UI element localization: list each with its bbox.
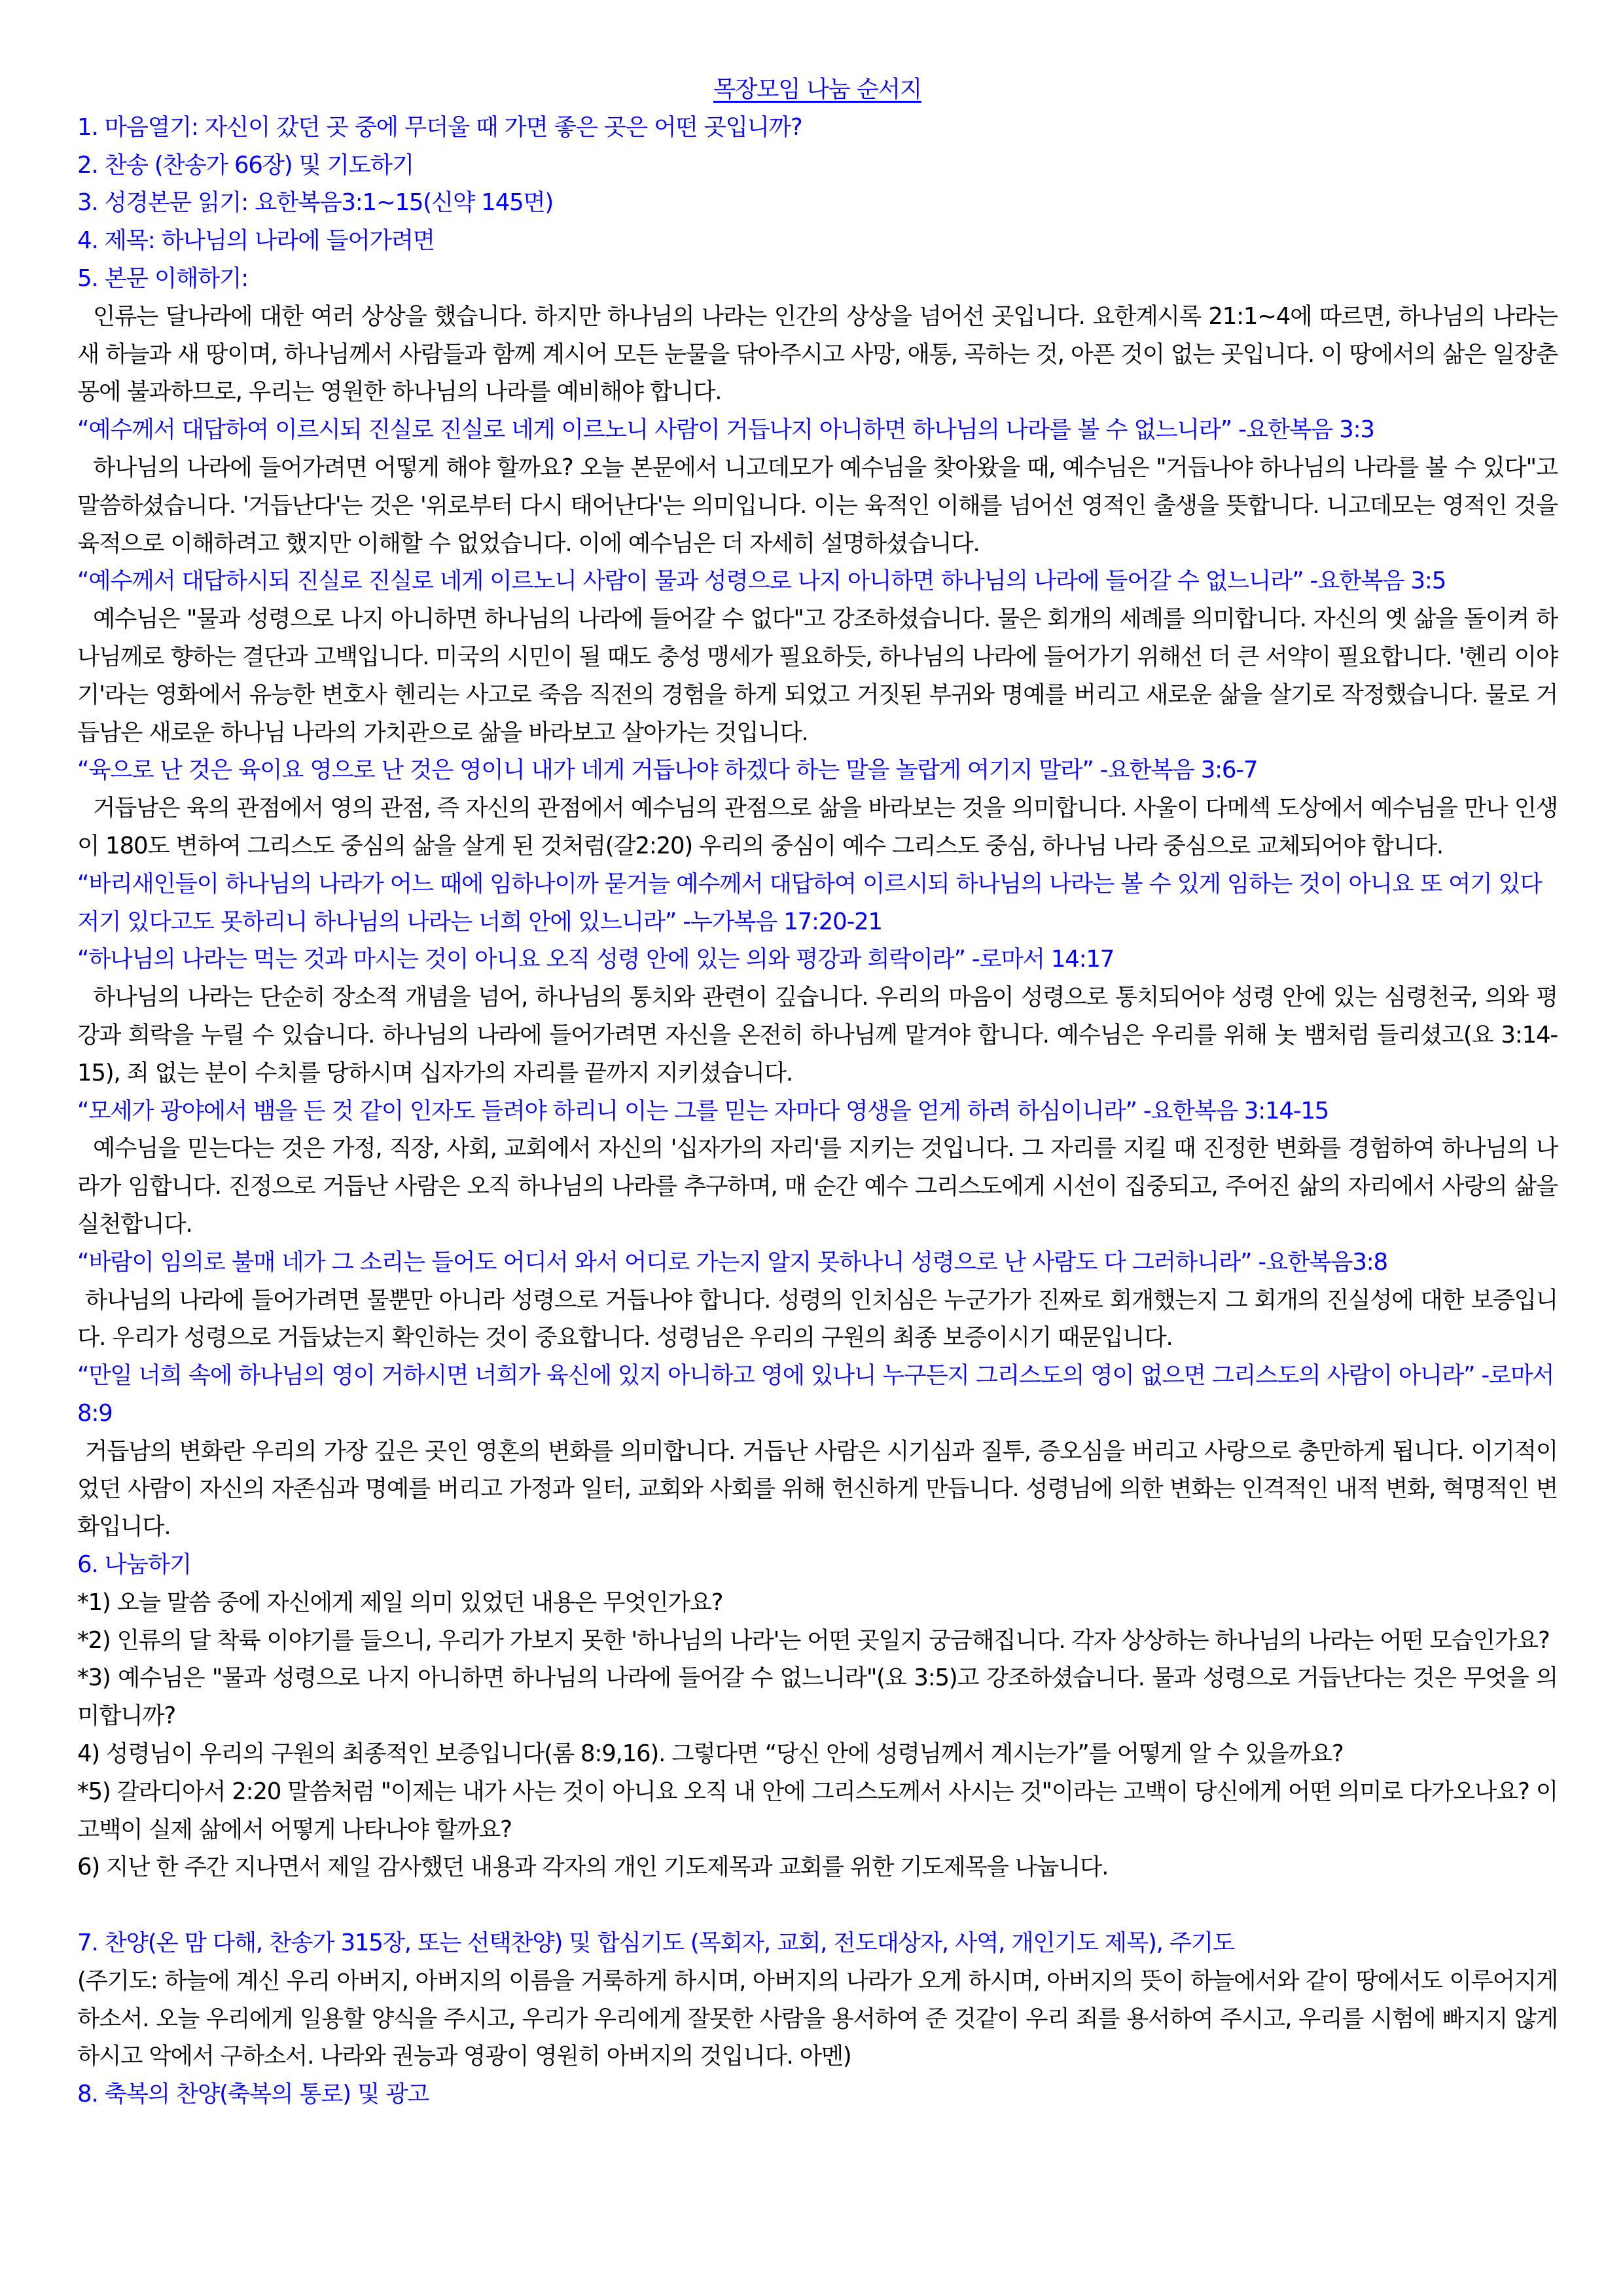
item-praise-prayer: 7. 찬양(온 맘 다해, 찬송가 315장, 또는 선택찬양) 및 합심기도 (목회자, 교회, 전도대상자, 사역, 개인기도 제목), 주기도 xyxy=(77,1929,1235,1957)
body-paragraph-2: 하나님의 나라에 들어가려면 어떻게 해야 할까요? 오늘 본문에서 니고데모가 예수님을 찾아왔을 때, 예수님은 "거듭나야 하나님의 나라를 볼 수 있다"고 말씀하셨습니다. '거듭난다'는 것은 '위로부터 다시 태어난다'는 의미입니다. 이는 육적인 이해를 넘어선 영적인 출생을 뜻합니다. 니고데모는 영적인 것을 육적으로 이해하려고 했지만 이해할 수 없었습니다. 이에 예수님은 더 자세히 설명하셨습니다. xyxy=(77,454,1558,557)
body-paragraph-1: 인류는 달나라에 대한 여러 상상을 했습니다. 하지만 하나님의 나라는 인간의 상상을 넘어선 곳입니다. 요한계시록 21:1~4에 따르면, 하나님의 나라는 새 하늘과 새 땅이며, 하나님께서 사람들과 함께 계시어 모든 눈물을 닦아주시고 사망, 애통, 곡하는 것, 아픈 것이 없는 곳입니다. 이 땅에서의 삶은 일장춘몽에 불과하므로, 우리는 영원한 하나님의 나라를 예비해야 합니다. xyxy=(77,302,1558,406)
item-subject: 4. 제목: 하나님의 나라에 들어가려면 xyxy=(77,227,435,255)
body-paragraph-3: 예수님은 "물과 성령으로 나지 아니하면 하나님의 나라에 들어갈 수 없다"고 강조하셨습니다. 물은 회개의 세례를 의미합니다. 자신의 옛 삶을 돌이켜 하나님께로 향하는 결단과 고백입니다. 미국의 시민이 될 때도 충성 맹세가 필요하듯, 하나님의 나라에 들어가기 위해선 더 큰 서약이 필요합니다. '헨리 이야기'라는 영화에서 유능한 변호사 헨리는 사고로 죽음 직전의 경험을 하게 되었고 거짓된 부귀와 명예를 버리고 새로운 삶을 살기로 작정했습니다. 물로 거듭남은 새로운 하나님 나라의 가치관으로 삶을 바라보고 살아가는 것입니다. xyxy=(77,605,1558,746)
sharing-question-6: 6) 지난 한 주간 지나면서 제일 감사했던 내용과 각자의 개인 기도제목과 교회를 위한 기도제목을 나눕니다. xyxy=(77,1854,1109,1881)
page-title: 목장모임 나눔 순서지 xyxy=(713,76,921,103)
scripture-quote-3: “육으로 난 것은 육이요 영으로 난 것은 영이니 내가 네게 거듭나야 하겠다 하는 말을 놀랍게 여기지 말라” -요한복음 3:6-7 xyxy=(77,757,1258,784)
sharing-heading: 6. 나눔하기 xyxy=(77,1551,191,1579)
section-spacer xyxy=(77,1886,1558,1924)
sharing-question-1: *1) 오늘 말씀 중에 자신에게 제일 의미 있었던 내용은 무엇인가요? xyxy=(77,1588,723,1616)
scripture-quote-1: “예수께서 대답하여 이르시되 진실로 진실로 네게 이르노니 사람이 거듭나지 아니하면 하나님의 나라를 볼 수 없느니라” -요한복음 3:3 xyxy=(77,416,1374,444)
body-paragraph-4: 거듭남은 육의 관점에서 영의 관점, 즉 자신의 관점에서 예수님의 관점으로 삶을 바라보는 것을 의미합니다. 사울이 다메섹 도상에서 예수님을 만나 인생이 180도 변하여 그리스도 중심의 삶을 살게 된 것처럼(갈2:20) 우리의 중심이 예수 그리스도 중심, 하나님 나라 중심으로 교체되어야 합니다. xyxy=(77,795,1558,859)
sharing-question-5: *5) 갈라디아서 2:20 말씀처럼 "이제는 내가 사는 것이 아니요 오직 내 안에 그리스도께서 사시는 것"이라는 고백이 당신에게 어떤 의미로 다가오나요? 이 고백이 실제 삶에서 어떻게 나타나야 할까요? xyxy=(77,1778,1558,1843)
body-paragraph-5: 하나님의 나라는 단순히 장소적 개념을 넘어, 하나님의 통치와 관련이 깊습니다. 우리의 마음이 성령으로 통치되어야 성령 안에 있는 심령천국, 의와 평강과 희락을 누릴 수 있습니다. 하나님의 나라에 들어가려면 자신을 온전히 하나님께 맡겨야 합니다. 예수님은 우리를 위해 놋 뱀처럼 들리셨고(요 3:14-15), 죄 없는 분이 수치를 당하시며 십자가의 자리를 끝까지 지키셨습니다. xyxy=(77,984,1558,1086)
sharing-question-4: 4) 성령님이 우리의 구원의 최종적인 보증입니다(롬 8:9,16). 그렇다면 “당신 안에 성령님께서 계시는가”를 어떻게 알 수 있을까요? xyxy=(77,1740,1344,1768)
body-paragraph-6: 예수님을 믿는다는 것은 가정, 직장, 사회, 교회에서 자신의 '십자가의 자리'를 지키는 것입니다. 그 자리를 지킬 때 진정한 변화를 경험하여 하나님의 나라가 임합니다. 진정으로 거듭난 사람은 오직 하나님의 나라를 추구하며, 매 순간 예수 그리스도에게 시선이 집중되고, 주어진 삶의 자리에서 사랑의 삶을 실천합니다. xyxy=(77,1135,1558,1238)
body-paragraph-7: 하나님의 나라에 들어가려면 물뿐만 아니라 성령으로 거듭나야 합니다. 성령의 인치심은 누군가가 진짜로 회개했는지 그 회개의 진실성에 대한 보증입니다. 우리가 성령으로 거듭났는지 확인하는 것이 중요합니다. 성령님은 우리의 구원의 최종 보증이시기 때문입니다. xyxy=(77,1286,1558,1352)
item-hymn: 2. 찬송 (찬송가 66장) 및 기도하기 xyxy=(77,151,414,179)
scripture-quote-6: “모세가 광야에서 뱀을 든 것 같이 인자도 들려야 하리니 이는 그를 믿는 자마다 영생을 얻게 하려 하심이니라” -요한복음 3:14-15 xyxy=(77,1097,1329,1124)
item-icebreaker: 1. 마음열기: 자신이 갔던 곳 중에 무더울 때 가면 좋은 곳은 어떤 곳입니까? xyxy=(77,113,802,141)
scripture-quote-5: “하나님의 나라는 먹는 것과 마시는 것이 아니요 오직 성령 안에 있는 의와 평강과 희락이라” -로마서 14:17 xyxy=(77,946,1115,973)
scripture-quote-8: “만일 너희 속에 하나님의 영이 거하시면 너희가 육신에 있지 아니하고 영에 있나니 누구든지 그리스도의 영이 없으면 그리스도의 사람이 아니라” -로마서 8:9 xyxy=(77,1362,1554,1427)
lords-prayer: (주기도: 하늘에 계신 우리 아버지, 아버지의 이름을 거룩하게 하시며, 아버지의 나라가 오게 하시며, 아버지의 뜻이 하늘에서와 같이 땅에서도 이루어지게 하소서. 오늘 우리에게 일용할 양식을 주시고, 우리가 우리에게 잘못한 사람을 용서하여 준 것같이 우리 죄를 용서하여 주시고, 우리를 시험에 빠지지 않게 하시고 악에서 구하소서. 나라와 권능과 영광이 영원히 아버지의 것입니다. 아멘) xyxy=(77,1967,1558,2070)
worksheet-page xyxy=(77,71,1558,2113)
item-scripture: 3. 성경본문 읽기: 요한복음3:1~15(신약 145면) xyxy=(77,189,554,217)
sharing-question-3: *3) 예수님은 "물과 성령으로 나지 아니하면 하나님의 나라에 들어갈 수 없느니라"(요 3:5)고 강조하셨습니다. 물과 성령으로 거듭난다는 것은 무엇을 의미합니까? xyxy=(77,1664,1558,1730)
body-paragraph-8: 거듭남의 변화란 우리의 가장 깊은 곳인 영혼의 변화를 의미합니다. 거듭난 사람은 시기심과 질투, 증오심을 버리고 사랑으로 충만하게 됩니다. 이기적이었던 사람이 자신의 자존심과 명예를 버리고 가정과 일터, 교회와 사회를 위해 헌신하게 만듭니다. 성령님에 의한 변화는 인격적인 내적 변화, 혁명적인 변화입니다. xyxy=(77,1437,1558,1541)
scripture-quote-4: “바리새인들이 하나님의 나라가 어느 때에 임하나이까 묻거늘 예수께서 대답하여 이르시되 하나님의 나라는 볼 수 있게 임하는 것이 아니요 또 여기 있다 저기 있다고도 못하리니 하나님의 나라는 너희 안에 있느니라” -누가복음 17:20-21 xyxy=(77,870,1542,935)
scripture-quote-7: “바람이 임의로 불매 네가 그 소리는 들어도 어디서 와서 어디로 가는지 알지 못하나니 성령으로 난 사람도 다 그러하니라” -요한복음3:8 xyxy=(77,1248,1387,1276)
sharing-question-2: *2) 인류의 달 착륙 이야기를 들으니, 우리가 가보지 못한 '하나님의 나라'는 어떤 곳일지 궁금해집니다. 각자 상상하는 하나님의 나라는 어떤 모습인가요? xyxy=(77,1626,1550,1654)
item-blessing-announcements: 8. 축복의 찬양(축복의 통로) 및 광고 xyxy=(77,2081,429,2108)
scripture-quote-2: “예수께서 대답하시되 진실로 진실로 네게 이르노니 사람이 물과 성령으로 나지 아니하면 하나님의 나라에 들어갈 수 없느니라” -요한복음 3:5 xyxy=(77,567,1446,595)
item-understanding: 5. 본문 이해하기: xyxy=(77,264,248,292)
